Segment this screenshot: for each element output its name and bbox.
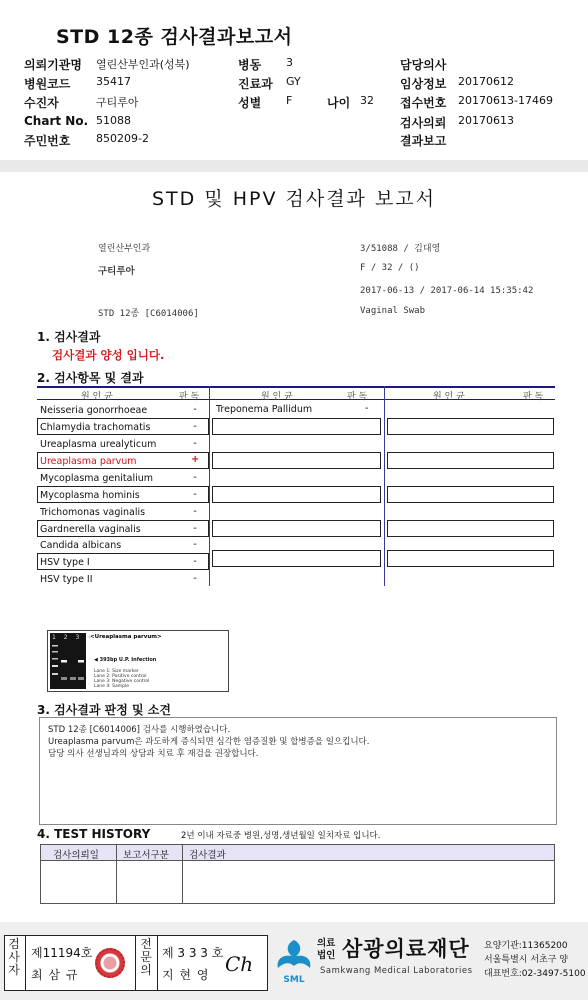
field-label: 담당의사 bbox=[400, 58, 447, 72]
results-table-header bbox=[37, 386, 555, 400]
empty-result-box bbox=[212, 520, 381, 537]
header-row bbox=[0, 94, 588, 112]
col-organism: 원 인 균 bbox=[261, 392, 293, 402]
field-value: GY bbox=[286, 75, 301, 88]
history-col: 보고서구분 bbox=[123, 850, 169, 861]
gel-band bbox=[70, 677, 76, 680]
organism-result: - bbox=[193, 573, 197, 584]
field-value: 35417 bbox=[96, 75, 131, 88]
field-label: 검사의뢰 bbox=[400, 116, 447, 130]
gel-band bbox=[78, 660, 84, 663]
sml-logo-icon bbox=[272, 936, 316, 988]
field-label: 진료과 bbox=[238, 77, 273, 91]
organism-name: Mycoplasma genitalium bbox=[40, 473, 154, 484]
section-history: 4. TEST HISTORY bbox=[37, 827, 151, 841]
field-value: 3 bbox=[286, 56, 293, 69]
header-row bbox=[0, 132, 588, 150]
field-value: 열린산부인과(성북) bbox=[96, 58, 190, 71]
organism-name: HSV type I bbox=[40, 557, 90, 568]
findings-box bbox=[39, 717, 557, 825]
field-value: 구티루아 bbox=[96, 96, 139, 109]
empty-result-box bbox=[212, 550, 381, 567]
organism-result: - bbox=[193, 404, 197, 415]
gel-bp-label: ◀ 393bp U.P. Infection bbox=[94, 657, 157, 663]
organism-name: Ureaplasma urealyticum bbox=[40, 439, 157, 450]
col-judgement: 판 독 bbox=[179, 392, 200, 402]
field-label: Chart No. bbox=[24, 114, 89, 128]
director-label: 전문의 bbox=[140, 937, 152, 977]
organism-result: - bbox=[193, 438, 197, 449]
field-label: 병원코드 bbox=[24, 77, 71, 91]
field-label: 성별 bbox=[238, 96, 262, 110]
organism-name: HSV type II bbox=[40, 574, 93, 585]
organism-name: Treponema Pallidum bbox=[216, 404, 313, 415]
field-label: 나이 bbox=[327, 96, 351, 110]
divider-band bbox=[0, 160, 588, 172]
field-value: 32 bbox=[360, 94, 374, 107]
report-sex-age: F / 32 / () bbox=[360, 263, 420, 273]
header-row bbox=[0, 75, 588, 93]
organism-name: Candida albicans bbox=[40, 540, 122, 551]
org-name: 삼광의료재단 bbox=[342, 937, 470, 961]
field-value: 20170613 bbox=[458, 114, 514, 127]
gel-bands bbox=[50, 633, 86, 689]
report-patient: 구티루아 bbox=[98, 266, 135, 277]
signature-box bbox=[4, 935, 268, 991]
organism-result: - bbox=[193, 421, 197, 432]
gel-lanes: 1 2 3 4 bbox=[52, 634, 94, 641]
history-table bbox=[40, 844, 555, 904]
col-judgement: 판 독 bbox=[523, 392, 544, 402]
signature-separator bbox=[135, 936, 136, 990]
field-label: 의뢰기관명 bbox=[24, 58, 82, 72]
signature-mark: Ch bbox=[225, 952, 254, 976]
signature-separator bbox=[157, 936, 158, 990]
gel-legend-line: Lane 4: Sample bbox=[94, 684, 129, 689]
seal-stamp-icon bbox=[95, 948, 125, 978]
field-value: 20170612 bbox=[458, 75, 514, 88]
organism-result: - bbox=[193, 489, 197, 500]
history-col: 검사의뢰일 bbox=[53, 850, 99, 861]
organism-result: - bbox=[365, 403, 369, 414]
section-items: 2. 검사항목 및 결과 bbox=[37, 371, 144, 385]
col-judgement: 판 독 bbox=[347, 392, 368, 402]
report-test-code: STD 12종 [C6014006] bbox=[98, 309, 199, 319]
inspector-label: 검사자 bbox=[8, 937, 20, 977]
section-result: 1. 검사결과 bbox=[37, 330, 101, 344]
gel-band bbox=[61, 677, 67, 680]
organism-result: - bbox=[193, 472, 197, 483]
empty-result-box bbox=[387, 550, 554, 567]
field-value: 20170613-17469 bbox=[458, 94, 553, 107]
empty-result-box bbox=[387, 418, 554, 435]
logo-shape bbox=[278, 940, 311, 968]
report-dates: 2017-06-13 / 2017-06-14 15:35:42 bbox=[360, 286, 534, 296]
finding-line: Ureaplasma parvum은 과도하게 증식되면 심각한 염증질환 및 합병증을 일으킵니다. bbox=[48, 737, 370, 747]
result-summary: 검사결과 양성 입니다. bbox=[52, 348, 165, 362]
gel-photo bbox=[50, 633, 86, 689]
gel-legend-line: Lane 1: Size marker bbox=[94, 669, 139, 674]
header-title: STD 12종 검사결과보고서 bbox=[56, 26, 293, 48]
history-col-separator bbox=[182, 845, 183, 903]
report-hospital: 열린산부인과 bbox=[98, 244, 151, 254]
org-type: 의료법인 bbox=[317, 938, 336, 961]
field-label: 결과보고 bbox=[400, 134, 447, 148]
history-col-separator bbox=[116, 845, 117, 903]
field-value: 850209-2 bbox=[96, 132, 149, 145]
gel-image bbox=[47, 630, 229, 692]
organism-name: Chlamydia trachomatis bbox=[40, 422, 151, 433]
column-separator bbox=[384, 386, 385, 586]
empty-result-box bbox=[387, 520, 554, 537]
field-label: 접수번호 bbox=[400, 96, 447, 110]
organism-result: - bbox=[193, 506, 197, 517]
empty-result-box bbox=[212, 486, 381, 503]
empty-result-box bbox=[387, 486, 554, 503]
finding-line: 담당 의사 선생님과의 상담과 치료 후 재검을 권장합니다. bbox=[48, 749, 259, 759]
header-row bbox=[0, 56, 588, 74]
gel-band bbox=[52, 645, 58, 647]
report-id-doctor: 3/51088 / 김대영 bbox=[360, 244, 441, 254]
gel-band bbox=[52, 658, 58, 660]
empty-result-box bbox=[212, 452, 381, 469]
report-title: STD 및 HPV 검사결과 보고서 bbox=[151, 188, 437, 210]
section-findings: 3. 검사결과 판정 및 소견 bbox=[37, 703, 171, 717]
org-info-line: 요양기관:11365200 bbox=[484, 941, 568, 951]
history-col: 검사결과 bbox=[189, 850, 226, 861]
gel-legend bbox=[94, 669, 149, 689]
gel-band bbox=[78, 677, 84, 680]
inspector-license: 제11194호 bbox=[31, 946, 93, 960]
gel-band bbox=[52, 651, 58, 653]
field-value: F bbox=[286, 94, 293, 107]
org-info-line: 대표번호:02-3497-5100 bbox=[484, 969, 586, 979]
org-info-line: 서울특별시 서초구 양 bbox=[484, 955, 568, 965]
history-table-header bbox=[41, 845, 554, 861]
organism-result: - bbox=[193, 556, 197, 567]
logo-text: SML bbox=[283, 975, 305, 985]
signature-separator bbox=[25, 936, 26, 990]
history-note: 2년 이내 자료중 병원,성명,생년월일 일치자료 입니다. bbox=[181, 831, 381, 841]
report-header bbox=[0, 0, 588, 172]
director-license: 제 3 3 3 호 bbox=[162, 946, 224, 960]
organism-result: - bbox=[193, 539, 197, 550]
gel-band bbox=[52, 673, 58, 675]
organism-name: Neisseria gonorrhoeae bbox=[40, 405, 148, 416]
organism-name-positive: Ureaplasma parvum bbox=[40, 456, 137, 467]
gel-legend-line: Lane 2: Positive control bbox=[94, 674, 147, 679]
gel-title: <Ureaplasma parvum> bbox=[90, 634, 162, 640]
org-english-name: Samkwang Medical Laboratories bbox=[320, 966, 473, 976]
field-label: 주민번호 bbox=[24, 134, 71, 148]
inspector-name: 최 삼 규 bbox=[31, 968, 79, 982]
empty-result-box bbox=[387, 452, 554, 469]
organism-result: - bbox=[193, 523, 197, 534]
gel-legend-line: Lane 3: Negative control bbox=[94, 679, 150, 684]
gel-band bbox=[61, 660, 67, 663]
col-organism: 원 인 균 bbox=[433, 392, 465, 402]
field-label: 병동 bbox=[238, 58, 262, 72]
organism-name: Trichomonas vaginalis bbox=[40, 507, 146, 518]
organism-result-positive: + bbox=[191, 454, 200, 465]
finding-line: STD 12종 [C6014006] 검사를 시행하였습니다. bbox=[48, 725, 231, 735]
organism-name: Mycoplasma hominis bbox=[40, 490, 140, 501]
header-row bbox=[0, 114, 588, 132]
col-organism: 원 인 균 bbox=[81, 392, 113, 402]
gel-band bbox=[52, 665, 58, 667]
field-label: 수진자 bbox=[24, 96, 59, 110]
column-separator bbox=[209, 386, 210, 586]
field-label: 임상정보 bbox=[400, 77, 447, 91]
organism-name: Gardnerella vaginalis bbox=[40, 524, 141, 535]
director-name: 지 현 영 bbox=[162, 968, 210, 982]
empty-result-box bbox=[212, 418, 381, 435]
field-value: 51088 bbox=[96, 114, 131, 127]
report-specimen: Vaginal Swab bbox=[360, 306, 426, 316]
